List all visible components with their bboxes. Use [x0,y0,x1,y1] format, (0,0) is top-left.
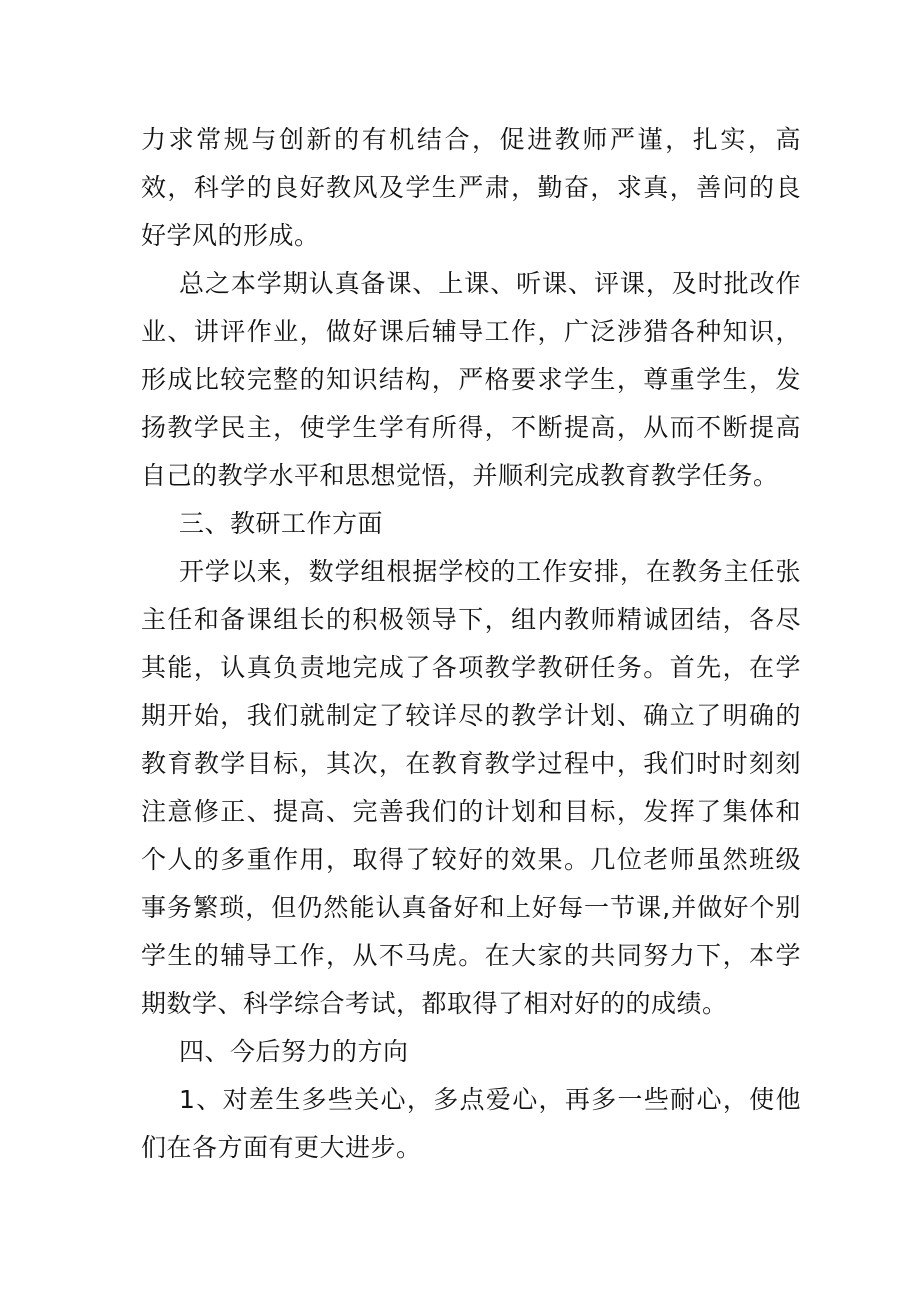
list-item-1: 1、对差生多些关心，多点爱心，再多一些耐心，使他们在各方面有更大进步。 [141,1085,801,1162]
section-heading-future: 四、今后努力的方向 [179,1037,409,1066]
section-heading-research: 三、教研工作方面 [179,509,384,538]
paragraph-summary: 总之本学期认真备课、上课、听课、评课，及时批改作业、讲评作业，做好课后辅导工作，广泛涉猎各种知识，形成比较完整的知识结构，严格要求学生，尊重学生，发扬教学民主，使学生学有所得，不断提高，从而不断提高自己的教学水平和思想觉悟，并顺利完成教育教学任务。 [141,269,801,490]
paragraph-continuation: 力求常规与创新的有机结合，促进教师严谨，扎实，高效，科学的良好教风及学生严肃，勤奋，求真，善问的良好学风的形成。 [141,125,801,250]
paragraph-research: 开学以来，数学组根据学校的工作安排，在教务主任张主任和备课组长的积极领导下，组内教师精诚团结，各尽其能，认真负责地完成了各项教学教研任务。首先，在学期开始，我们就制定了较详尽的教学计划、确立了明确的教育教学目标，其次，在教育教学过程中，我们时时刻刻注意修正、提高、完善我们的计划和目标，发挥了集体和个人的多重作用，取得了较好的效果。几位老师虽然班级事务繁琐，但仍然能认真备好和上好每一节课,并做好个别学生的辅导工作，从不马虎。在大家的共同努力下，本学期数学、科学综合考试，都取得了相对好的的成绩。 [141,557,801,1018]
document-page [141,116,801,1172]
